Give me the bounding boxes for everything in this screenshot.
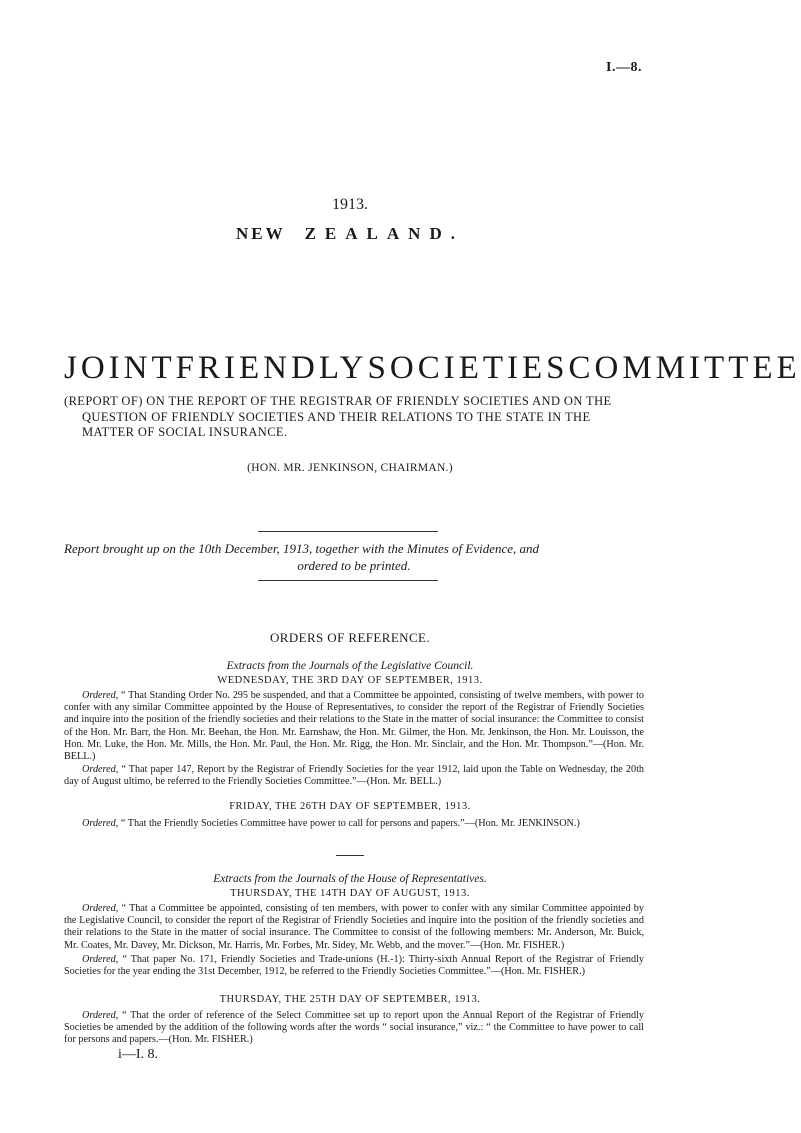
chairman-line: (HON. MR. JENKINSON, CHAIRMAN.) <box>247 462 453 474</box>
order-lead: Ordered, <box>82 818 119 829</box>
title-word-societies: SOCIETIES <box>367 350 569 386</box>
title-word-friendly: FRIENDLY <box>175 350 368 386</box>
country-word-zealand: ZEALAND. <box>304 224 464 243</box>
subtitle-line-1: (REPORT OF) ON THE REPORT OF THE REGISTRAR OF FRIENDLY SOCIETIES AND ON THE <box>64 394 612 408</box>
subtitle-line-3: MATTER OF SOCIAL INSURANCE. <box>82 425 288 439</box>
order-text: “ That paper 147, Report by the Registrar of Friendly Societies for the year 1912, laid upon the Table on Wednesday, the 20th day of August ultimo, be referred to the Friendly Societies Committee.”—(Hon. Mr. BELL.) <box>64 764 645 788</box>
country-word-new: NEW <box>236 224 286 243</box>
printer-signature-mark: i—I. 8. <box>118 1047 159 1062</box>
house-date-2: THURSDAY, THE 25TH DAY OF SEPTEMBER, 1913. <box>219 994 481 1005</box>
main-title <box>64 350 801 387</box>
council-order-2 <box>64 764 644 788</box>
subtitle-line-2: QUESTION OF FRIENDLY SOCIETIES AND THEIR RELATIONS TO THE STATE IN THE <box>82 409 591 424</box>
report-line-1: Report brought up on the 10th December, 1913, together with the Minutes of Evidence, and <box>64 541 540 556</box>
council-extracts-heading: Extracts from the Journals of the Legislative Council. <box>226 660 474 672</box>
divider-rule-bottom <box>258 580 438 581</box>
title-word-committee: COMMITTEE <box>568 350 801 386</box>
orders-of-reference-heading: ORDERS OF REFERENCE. <box>269 630 431 645</box>
title-word-joint: JOINT <box>64 350 176 386</box>
order-lead: Ordered, <box>82 903 119 914</box>
house-extracts-heading: Extracts from the Journals of the House of Representatives. <box>213 873 487 885</box>
order-text: “ That a Committee be appointed, consisting of ten members, with power to confer with any similar Committee appointed by the Legislative Council, to consider the report of the Registrar of Friendly Societies and inquire into the position of the friendly societies and their relations to the State in the matter of social insurance. The Committee to consist of the following members: Mr. Anderson, Mr. Buick, Mr. Coates, Mr. Davey, Mr. Dickson, Mr. Harris, Mr. Forbes, Mr. Sidey, Mr. Webb, and the mover.”—(Hon. Mr. FISHER.) <box>64 903 644 951</box>
house-order-1 <box>64 903 644 952</box>
order-text: “ That the order of reference of the Select Committee set up to report upon the Annual Report of the Registrar of Friendly Societies be amended by the addition of the following words after the words “ social insurance,” viz.: “ the Committee to have power to call for persons and papers.—(Hon. Mr. FISHER.) <box>64 1010 645 1046</box>
order-lead: Ordered, <box>82 1010 119 1021</box>
house-order-3 <box>64 1010 644 1047</box>
order-text: “ That the Friendly Societies Committee have power to call for persons and papers.”—(Hon. Mr. JENKINSON.) <box>120 818 580 829</box>
council-date-1: WEDNESDAY, THE 3RD DAY OF SEPTEMBER, 1913. <box>217 675 483 686</box>
order-lead: Ordered, <box>82 764 119 775</box>
country-heading <box>0 224 700 244</box>
report-subtitle <box>64 394 644 441</box>
order-text: “ That paper No. 171, Friendly Societies and Trade-unions (H.-1): Thirty-sixth Annual Report of the Registrar of Friendly Societies for the year ending the 31st December, 1912, be referred to the Friendly Societies Committee.”—(Hon. Mr. FISHER.) <box>64 954 644 978</box>
house-order-2 <box>64 954 644 978</box>
council-order-3 <box>64 818 644 830</box>
section-divider <box>336 855 364 856</box>
order-text: “ That Standing Order No. 295 be suspended, and that a Committee be appointed, consisting of twelve members, with power to confer with any similar Committee appointed by the House of Representatives, to consider the report of the Registrar of Friendly Societies and inquire into the position of the friendly societies and their relations to the State in the matter of social insurance: the Committee to consist of the Hon. Mr. Barr, the Hon. Mr. Beehan, the Hon. Mr. Earnshaw, the Hon. Mr. Gilmer, the Hon. Mr. Jenkinson, the Hon. Mr. Louisson, the Hon. Mr. Luke, the Hon. Mr. Mills, the Hon. Mr. Paul, the Hon. Mr. Rigg, the Hon. Mr. Sinclair, and the Hon. Mr. Thompson.”—(Hon. Mr. BELL.) <box>64 690 645 763</box>
page-identifier: I.—8. <box>606 60 642 75</box>
report-line-2: ordered to be printed. <box>297 558 411 573</box>
divider-rule-top <box>258 531 438 532</box>
order-lead: Ordered, <box>82 690 119 701</box>
report-brought-up <box>64 540 644 574</box>
council-order-1 <box>64 690 644 763</box>
order-lead: Ordered, <box>82 954 119 965</box>
house-date-1: THURSDAY, THE 14TH DAY OF AUGUST, 1913. <box>230 888 470 899</box>
document-year: 1913. <box>332 196 368 213</box>
council-date-2: FRIDAY, THE 26TH DAY OF SEPTEMBER, 1913. <box>229 801 471 812</box>
